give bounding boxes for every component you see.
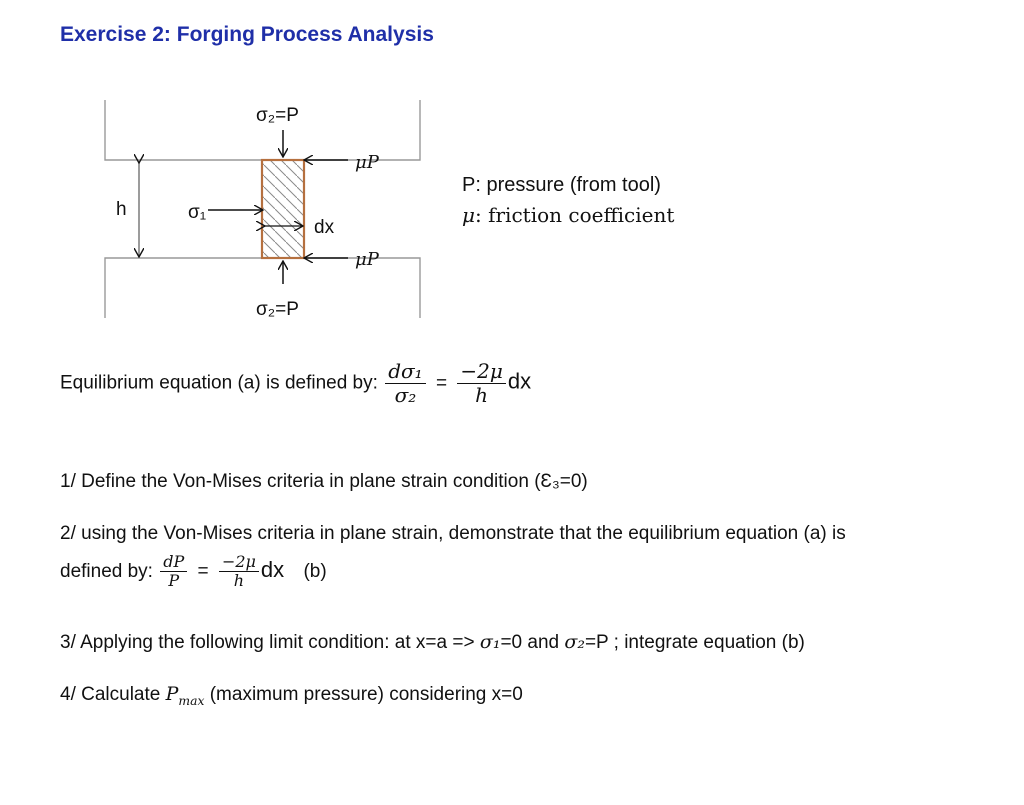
- question-4: [60, 683, 523, 708]
- lhs-fraction: [385, 360, 425, 407]
- equals-sign: =: [435, 372, 448, 394]
- exercise-title: Exercise 2: Forging Process Analysis: [60, 23, 434, 46]
- question-2-line2: [60, 553, 327, 591]
- rhs-denominator: h: [475, 383, 489, 407]
- question-3: [60, 631, 805, 654]
- q3-sigma2: σ₂: [564, 631, 585, 653]
- legend-pressure: P: pressure (from tool): [462, 174, 661, 196]
- rhs-fraction: [457, 360, 505, 407]
- lhs-numerator: dσ₁: [385, 360, 425, 384]
- q3-sigma1: σ₁: [479, 631, 501, 653]
- question-1: 1/ Define the Von-Mises criteria in plane strain condition (Ɛ₃=0): [60, 471, 588, 492]
- question-2-line1: 2/ using the Von-Mises criteria in plane strain, demonstrate that the equilibrium equation (a) is: [60, 523, 846, 544]
- q2-equals-sign: =: [197, 560, 209, 582]
- rhs-numerator: −2μ: [457, 360, 505, 384]
- q2-rhs-denominator: h: [233, 571, 245, 591]
- dx-term: dx: [507, 368, 532, 394]
- q2-lhs-denominator: P: [168, 571, 180, 591]
- q2-equation-tag: (b): [303, 560, 327, 582]
- q4-text-a: 4/ Calculate: [60, 684, 166, 705]
- q4-text-b: (maximum pressure) considering x=0: [204, 684, 523, 705]
- q2-rhs-fraction: [219, 553, 259, 591]
- mup-top-label: μP: [355, 152, 379, 173]
- q2-lhs-numerator: dP: [160, 553, 187, 572]
- element-rectangle: [262, 160, 304, 258]
- sigma2-top-label: σ₂=P: [256, 105, 299, 126]
- sigma2-bottom-label: σ₂=P: [256, 299, 299, 320]
- q4-p-symbol: P: [165, 683, 179, 705]
- q2-rhs-numerator: −2μ: [219, 553, 259, 572]
- h-label: h: [116, 199, 127, 220]
- q2-dx-term: dx: [260, 556, 285, 582]
- q3-text-a: 3/ Applying the following limit condition: at x=a =>: [60, 632, 480, 653]
- q4-p-subscript: max: [178, 693, 205, 708]
- dx-label: dx: [314, 217, 335, 238]
- mup-bottom-label: μP: [355, 249, 379, 270]
- q2-prefix: defined by:: [60, 560, 153, 582]
- legend-friction: [462, 203, 674, 228]
- q3-text-c: =P ; integrate equation (b): [584, 632, 805, 653]
- q3-text-b: =0 and: [500, 632, 565, 653]
- mu-symbol: μ: [462, 203, 475, 227]
- legend-friction-text: : friction coefficient: [475, 203, 675, 227]
- equilibrium-prefix: Equilibrium equation (a) is defined by:: [60, 372, 378, 394]
- q2-lhs-fraction: [160, 553, 187, 591]
- sigma1-label: σ₁: [188, 202, 207, 223]
- equilibrium-equation: [60, 360, 531, 407]
- lhs-denominator: σ₂: [394, 383, 417, 407]
